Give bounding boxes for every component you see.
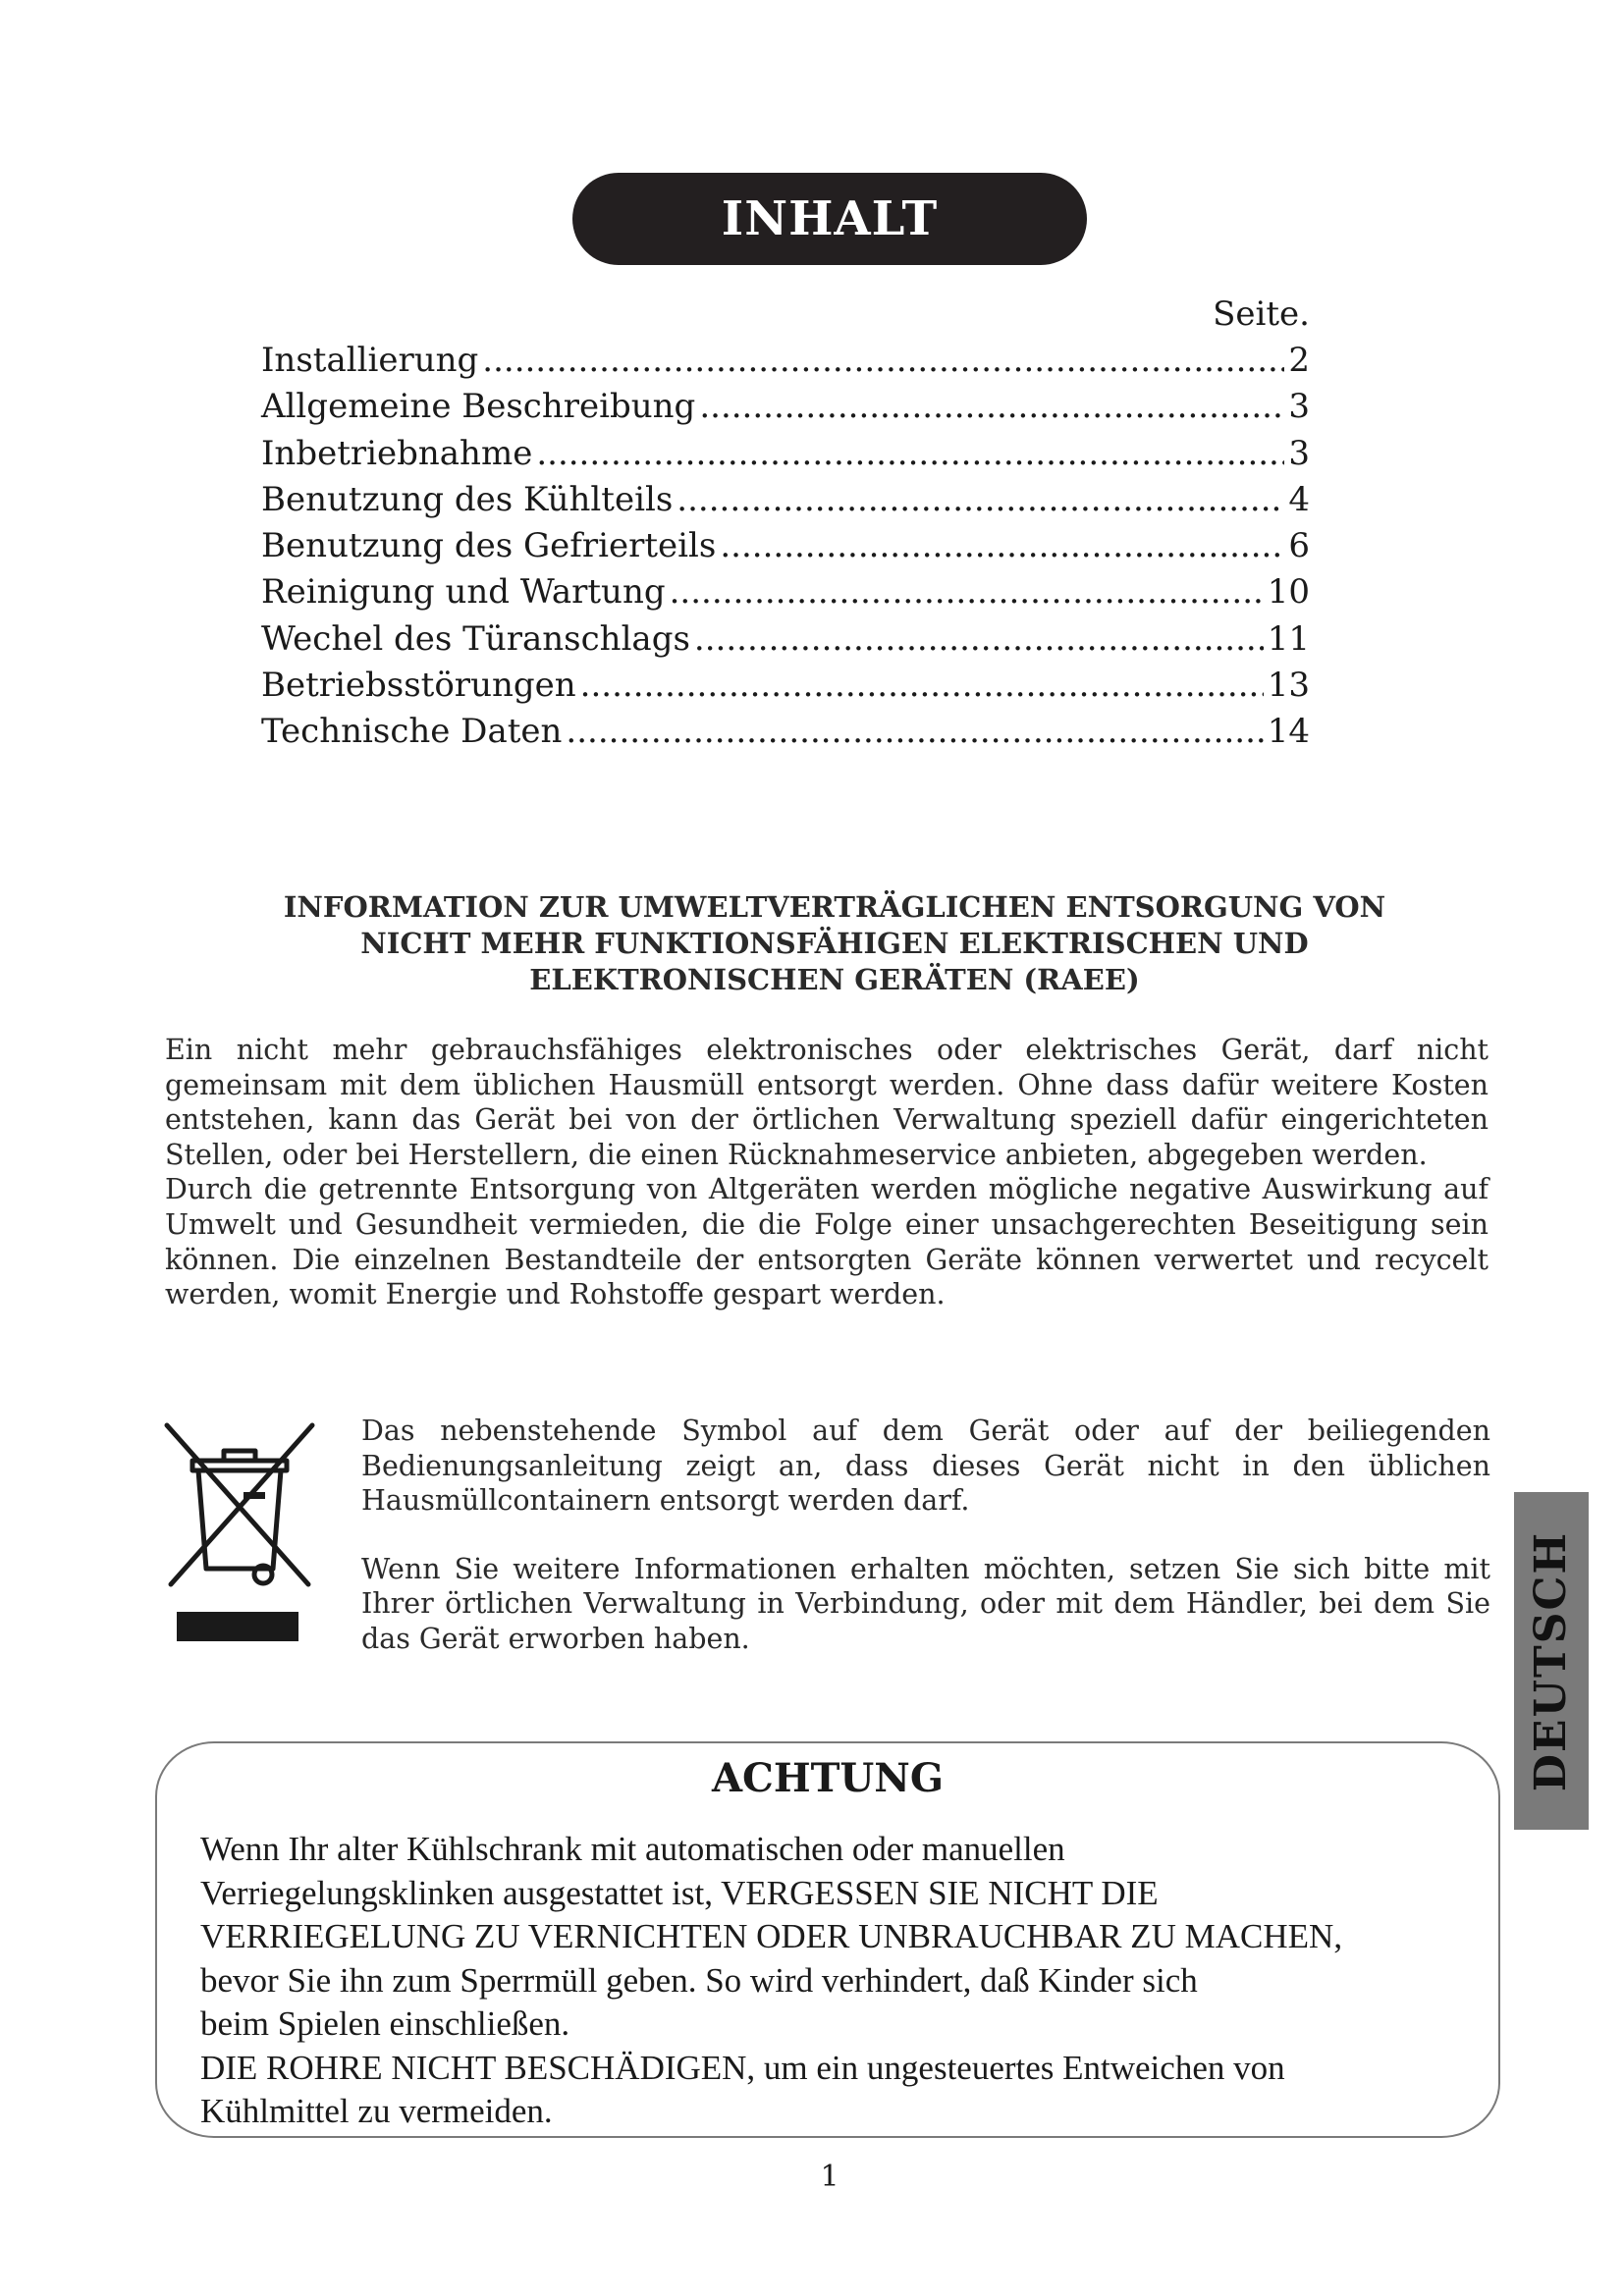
toc-entry bbox=[261, 477, 1310, 523]
symbol-explanation bbox=[361, 1414, 1490, 1657]
warning-line: VERRIEGELUNG ZU VERNICHTEN ODER UNBRAUCHBAR ZU MACHEN, bbox=[200, 1917, 1343, 1955]
contents-title-banner bbox=[572, 173, 1087, 265]
toc-leader-dots bbox=[580, 663, 1264, 709]
toc-leader-dots bbox=[699, 384, 1284, 430]
toc-entry bbox=[261, 663, 1310, 709]
raee-paragraph: Ein nicht mehr gebrauchsfähiges elektronisches oder elektrisches Gerät, darf nicht gemeinsam mit dem üblichen Hausmüll entsorgt werden. Ohne dass dafür weitere Kosten entstehen, kann das Gerät bei von der örtlichen Verwaltung speziell dafür eingerichteten Stellen, oder bei Herstellern, die einen Rücknahmeservice anbieten, abgegeben werden. bbox=[165, 1034, 1489, 1171]
toc-leader-dots bbox=[536, 431, 1284, 477]
warning-line: Kühlmittel zu vermeiden. bbox=[200, 2092, 553, 2130]
toc-entry-label: Installierung bbox=[261, 341, 479, 380]
toc-entry-page: 6 bbox=[1288, 526, 1310, 566]
toc-entry-label: Betriebsstörungen bbox=[261, 666, 576, 706]
toc-leader-dots bbox=[694, 616, 1264, 663]
raee-heading-line: INFORMATION ZUR UMWELTVERTRÄGLICHEN ENTSORGUNG VON bbox=[283, 890, 1386, 924]
crossed-out-wheelie-bin-icon bbox=[161, 1419, 318, 1645]
toc-entry-page: 4 bbox=[1288, 479, 1310, 519]
toc-entry bbox=[261, 523, 1310, 569]
toc-entry-label: Reinigung und Wartung bbox=[261, 572, 666, 613]
toc-entry-page: 2 bbox=[1288, 341, 1310, 380]
toc-entry bbox=[261, 384, 1310, 430]
toc-entry-page: 14 bbox=[1267, 712, 1310, 752]
warning-title: ACHTUNG bbox=[711, 1755, 945, 1801]
raee-heading-line: ELEKTRONISCHEN GERÄTEN (RAEE) bbox=[529, 963, 1140, 996]
toc-leader-dots bbox=[482, 338, 1284, 384]
table-of-contents bbox=[261, 291, 1310, 756]
toc-entry-label: Allgemeine Beschreibung bbox=[261, 387, 696, 427]
toc-entry-label: Benutzung des Kühlteils bbox=[261, 479, 674, 519]
language-tab-label: DEUTSCH bbox=[1526, 1530, 1577, 1791]
toc-leader-dots bbox=[670, 569, 1264, 615]
raee-heading-line: NICHT MEHR FUNKTIONSFÄHIGEN ELEKTRISCHEN UND bbox=[360, 927, 1309, 960]
toc-leader-dots bbox=[720, 523, 1284, 569]
toc-entry-page: 13 bbox=[1267, 666, 1310, 706]
warning-line: Wenn Ihr alter Kühlschrank mit automatischen oder manuellen bbox=[200, 1830, 1065, 1868]
language-tab bbox=[1514, 1492, 1589, 1830]
raee-paragraph: Durch die getrennte Entsorgung von Altgeräten werden mögliche negative Auswirkung auf Umwelt und Gesundheit vermieden, die die Folge einer unsachgerechten Beseitigung sein können. Die einzelnen Bestandteile der entsorgten Geräte können verwertet und recycelt werden, womit Energie und Rohstoffe gespart werden. bbox=[165, 1173, 1489, 1311]
symbol-paragraph: Das nebenstehende Symbol auf dem Gerät oder auf der beiliegenden Bedienungsanleitung zeigt an, dass dieses Gerät nicht in den üblichen Hausmüllcontainern entsorgt werden darf. bbox=[361, 1415, 1490, 1518]
toc-entry-page: 11 bbox=[1267, 618, 1310, 659]
warning-text bbox=[200, 1828, 1467, 2134]
warning-line: bevor Sie ihn zum Sperrmüll geben. So wird verhindert, daß Kinder sich bbox=[200, 1960, 1198, 2000]
toc-entry-page: 3 bbox=[1288, 387, 1310, 427]
toc-entry bbox=[261, 338, 1310, 384]
page-number: 1 bbox=[820, 2160, 839, 2194]
raee-heading bbox=[167, 889, 1502, 998]
toc-entry-label: Benutzung des Gefrierteils bbox=[261, 526, 717, 566]
raee-body bbox=[165, 1033, 1489, 1312]
contents-title: INHALT bbox=[721, 191, 939, 246]
warning-line: Verriegelungsklinken ausgestattet ist, VERGESSEN SIE NICHT DIE bbox=[200, 1873, 1159, 1912]
toc-leader-dots bbox=[566, 709, 1263, 755]
toc-entry-label: Wechel des Türanschlags bbox=[261, 618, 690, 659]
symbol-paragraph: Wenn Sie weitere Informationen erhalten möchten, setzen Sie sich bitte mit Ihrer örtlichen Verwaltung in Verbindung, oder mit dem Händler, bei dem Sie das Gerät erworben haben. bbox=[361, 1552, 1490, 1655]
toc-leader-dots bbox=[677, 477, 1284, 523]
toc-entry bbox=[261, 431, 1310, 477]
toc-entry bbox=[261, 616, 1310, 663]
toc-entry bbox=[261, 709, 1310, 755]
warning-line: beim Spielen einschließen. bbox=[200, 2004, 570, 2043]
toc-page-header: Seite. bbox=[1213, 294, 1310, 334]
toc-entry-page: 3 bbox=[1288, 433, 1310, 473]
toc-entry bbox=[261, 569, 1310, 615]
warning-line: DIE ROHRE NICHT BESCHÄDIGEN, um ein ungesteuertes Entweichen von bbox=[200, 2048, 1285, 2087]
toc-entry-label: Technische Daten bbox=[261, 712, 563, 752]
toc-entry-label: Inbetriebnahme bbox=[261, 433, 533, 473]
toc-entry-page: 10 bbox=[1267, 572, 1310, 613]
